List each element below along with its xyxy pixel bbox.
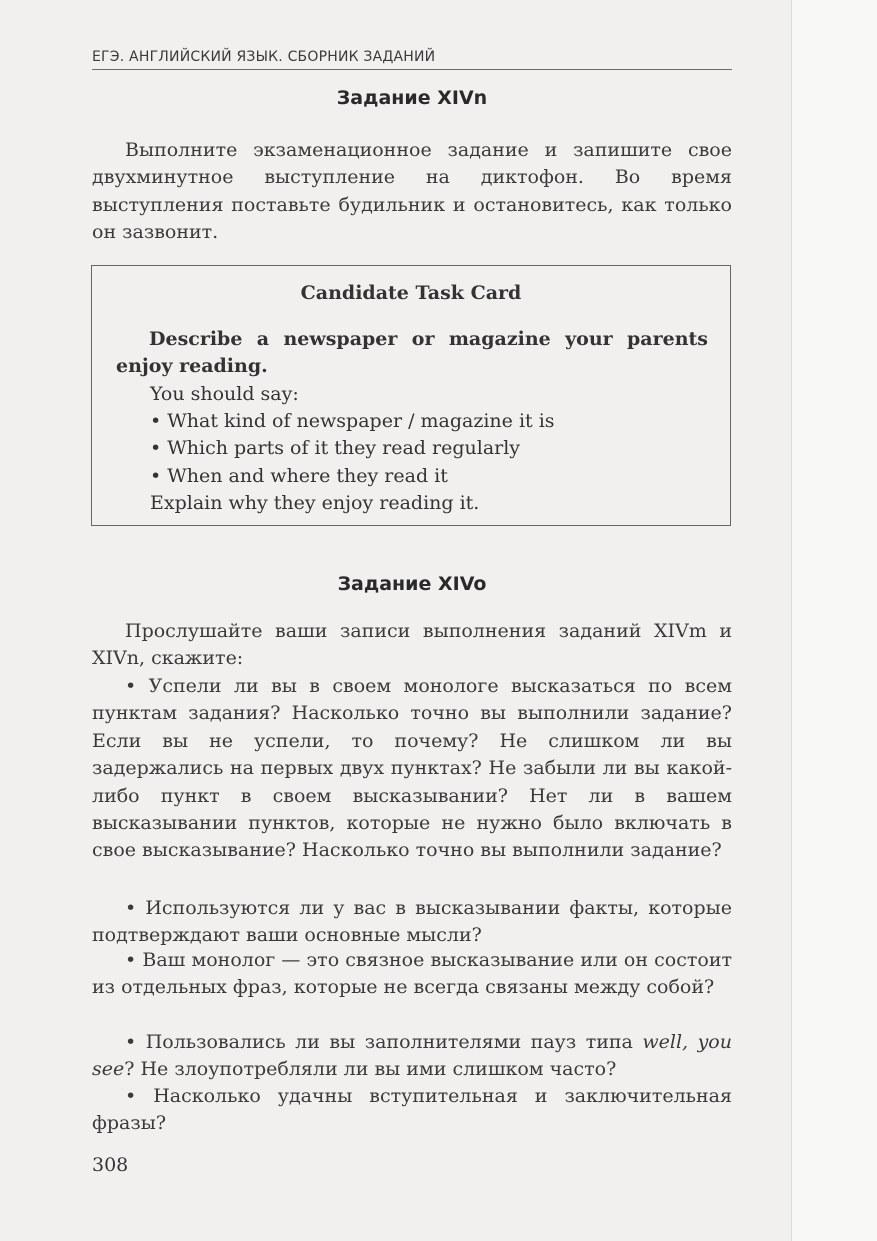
task-n-title: Задание XIVn xyxy=(336,87,488,109)
card-bullet: • What kind of newspaper / magazine it is xyxy=(150,410,555,432)
question-item xyxy=(92,1029,732,1084)
card-title: Candidate Task Card xyxy=(300,282,522,304)
candidate-task-card xyxy=(91,265,731,526)
question-item: • Насколько удачны вступительная и заключительная фразы? xyxy=(92,1085,732,1135)
task-o-title: Задание XIVo xyxy=(337,573,487,595)
question-item: • Ваш монолог — это связное высказывание или он состоит из отдельных фраз, которые не всегда связаны между собой? xyxy=(92,949,732,999)
question-text: ? Не злоупотребляли ли вы ими слишком часто? xyxy=(124,1058,617,1081)
page-edge-strip xyxy=(791,0,877,1241)
card-should-say: You should say: xyxy=(150,383,299,405)
question-item: • Используются ли у вас в высказывании факты, которые подтверждают ваши основные мысли? xyxy=(92,897,732,947)
task-o-intro: Прослушайте ваши записи выполнения заданий XIVm и XIVn, скажите: xyxy=(92,620,732,670)
card-explain: Explain why they enjoy reading it. xyxy=(150,492,480,514)
card-bullet: • Which parts of it they read regularly xyxy=(150,437,521,459)
card-prompt: Describe a newspaper or magazine your parents enjoy reading. xyxy=(116,328,708,378)
question-text: • Пользовались ли вы заполнителями пауз типа xyxy=(125,1031,643,1053)
question-italic-phrase: well, you see xyxy=(92,1031,732,1081)
task-n-instruction: Выполните экзаменационное задание и запишите свое двухминутное выступление на диктофон. Во время выступления поставьте будильник и остановитесь, как только он зазвонит. xyxy=(92,139,732,244)
card-bullet: • When and where they read it xyxy=(150,465,448,487)
page-number: 308 xyxy=(92,1154,129,1176)
question-item: • Успели ли вы в своем монологе высказаться по всем пунктам задания? Насколько точно вы выполнили задание? Если вы не успели, то почему? Не слишком ли вы задержались на первых двух пунктах? Не забыли ли вы какой-либо пункт в своем высказывании? Нет ли в вашем высказывании пунктов, которые не нужно было включать в свое высказывание? Насколько точно вы выполнили задание? xyxy=(92,675,732,862)
running-header: ЕГЭ. АНГЛИЙСКИЙ ЯЗЫК. СБОРНИК ЗАДАНИЙ xyxy=(92,49,732,70)
